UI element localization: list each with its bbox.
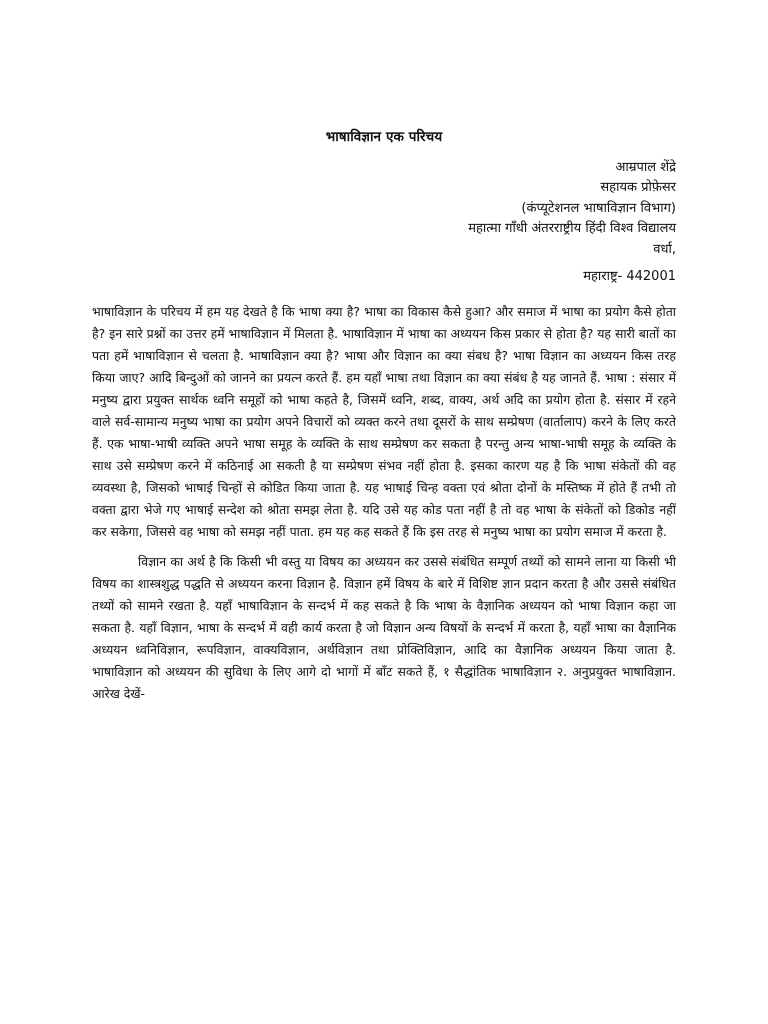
- author-department: (कंप्यूटेशनल भाषाविज्ञान विभाग): [521, 200, 676, 216]
- document-body: [92, 301, 676, 705]
- author-city: वर्धा,: [653, 241, 676, 257]
- author-designation: सहायक प्रोफ़ेसर: [600, 180, 676, 196]
- document-title: भाषाविज्ञान एक परिचय: [325, 129, 443, 145]
- author-university: महात्मा गाँधी अंतरराष्ट्रीय हिंदी विश्व विद्यालय: [468, 221, 676, 237]
- paragraph-introduction: भाषाविज्ञान के परिचय में हम यह देखते है कि भाषा क्या है? भाषा का विकास कैसे हुआ? और समाज में भाषा का प्रयोग कैसे होता है? इन सारे प्रश्नों का उत्तर हमें भाषाविज्ञान में मिलता है. भाषाविज्ञान में भाषा का अध्ययन किस प्रकार से होता है? यह सारी बातों का पता हमें भाषाविज्ञान से चलता है. भाषाविज्ञान क्या है? भाषा और विज्ञान का क्या संबध है? भाषा विज्ञान का अध्ययन किस तरह किया जाए? आदि बिन्दुओं को जानने का प्रयत्न करते हैं. हम यहाँ भाषा तथा विज्ञान का क्या संबंध है यह जानते हैं. भाषा : संसार में मनुष्य द्वारा प्रयुक्त सार्थक ध्वनि समूहों को भाषा कहते है, जिसमें ध्वनि, शब्द, वाक्य, अर्थ अदि का प्रयोग होता है. संसार में रहने वाले सर्व-सामान्य मनुष्य भाषा का प्रयोग अपने विचारों को व्यक्त करने तथा दूसरों के साथ सम्प्रेषण (वार्तालाप) करने के लिए करते हैं. एक भाषा-भाषी व्यक्ति अपने भाषा समूह के व्यक्ति के साथ सम्प्रेषण कर सकता है परन्तु अन्य भाषा-भाषी समूह के व्यक्ति के साथ उसे सम्प्रेषण करने में कठिनाई आ सकती है या सम्प्रेषण संभव नहीं होता है. इसका कारण यह है कि भाषा संकेतों की वह व्यवस्था है, जिसको भाषाई चिन्हों से कोडित किया जाता है. यह भाषाई चिन्ह वक्ता एवं श्रोता दोनों के मस्तिष्क में होते हैं तभी तो वक्ता द्वारा भेजे गए भाषाई सन्देश को श्रोता समझ लेता है. यदि उसे यह कोड पता नहीं है तो वह भाषा के संकेतों को डिकोड नहीं कर सकेगा, जिससे वह भाषा को समझ नहीं पाता. हम यह कह सकते हैं कि इस तरह से मनुष्य भाषा का प्रयोग समाज में करता है.: [92, 304, 676, 539]
- author-name: आम्रपाल शेंद्रे: [615, 160, 676, 175]
- author-block: [256, 158, 676, 287]
- paragraph-science-meaning: विज्ञान का अर्थ है कि किसी भी वस्तु या विषय का अध्ययन कर उससे संबंधित सम्पूर्ण तथ्यों को सामने लाना या किसी भी विषय का शास्त्रशुद्ध पद्धति से अध्ययन करना विज्ञान है. विज्ञान हमें विषय के बारे में विशिष्ट ज्ञान प्रदान करता है और उससे संबंधित तथ्यों को सामने रखता है. यहाँ भाषाविज्ञान के सन्दर्भ में कह सकते है कि भाषा के वैज्ञानिक अध्ययन को भाषा विज्ञान कहा जा सकता है. यहाँ विज्ञान, भाषा के सन्दर्भ में वही कार्य करता है जो विज्ञान अन्य विषयों के सन्दर्भ में करता है, यहाँ भाषा का वैज्ञानिक अध्ययन ध्वनिविज्ञान, रूपविज्ञान, वाक्यविज्ञान, अर्थविज्ञान तथा प्रोक्तिविज्ञान, आदि का वैज्ञानिक अध्ययन किया जाता है. भाषाविज्ञान को अध्ययन की सुविधा के लिए आगे दो भागों में बाँट सकते हैं, १ सैद्धांतिक भाषाविज्ञान २. अनुप्रयुक्त भाषाविज्ञान. आरेख देखें-: [92, 554, 676, 701]
- author-state-pin: महाराष्ट्र- 442001: [583, 269, 676, 285]
